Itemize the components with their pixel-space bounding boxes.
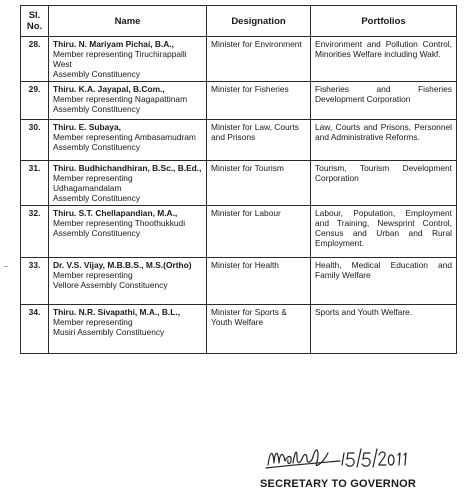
header-designation: Designation (207, 6, 311, 37)
table-row (21, 206, 457, 258)
sl-number: 29. (21, 82, 49, 120)
table-row (21, 305, 457, 354)
minister-name-cell (49, 206, 207, 258)
portfolios: Health, Medical Education and Family Welfare (311, 258, 457, 305)
sl-number: 32. (21, 206, 49, 258)
sl-number: 34. (21, 305, 49, 354)
designation: Minister for Law, Courts and Prisons (207, 120, 311, 161)
table-row (21, 82, 457, 120)
designation: Minister for Health (207, 258, 311, 305)
minister-name: Thiru. N. Mariyam Pichai, B.A., (53, 39, 174, 49)
constituency-line: Assembly Constituency (53, 104, 141, 114)
table-row (21, 120, 457, 161)
sl-number: 28. (21, 37, 49, 82)
constituency-line: Vellore Assembly Constituency (53, 280, 168, 290)
sl-number: 30. (21, 120, 49, 161)
designation: Minister for Environment (207, 37, 311, 82)
margin-mark: – (4, 263, 8, 270)
portfolios: Law, Courts and Prisons, Personnel and Administrative Reforms. (311, 120, 457, 161)
minister-name: Thiru. S.T. Chellapandian, M.A., (53, 208, 178, 218)
designation: Minister for Fisheries (207, 82, 311, 120)
constituency-line: Member representing (53, 270, 133, 280)
header-sl-no: Sl. No. (21, 6, 49, 37)
table-row (21, 37, 457, 82)
designation: Minister for Tourism (207, 161, 311, 206)
minister-name-cell (49, 258, 207, 305)
handwritten-signature (262, 443, 412, 475)
constituency-line: Musiri Assembly Constituency (53, 327, 165, 337)
table-header-row (21, 6, 457, 37)
portfolios: Labour, Population, Employment and Training, Newsprint Control, Census and Urban and Rural Employment. (311, 206, 457, 258)
constituency-line: Assembly Constituency (53, 69, 141, 79)
portfolios: Sports and Youth Welfare. (311, 305, 457, 354)
portfolios: Tourism, Tourism Development Corporation (311, 161, 457, 206)
sl-number: 31. (21, 161, 49, 206)
minister-name-cell (49, 305, 207, 354)
minister-name-cell (49, 82, 207, 120)
minister-name: Thiru. K.A. Jayapal, B.Com., (53, 84, 165, 94)
table-row (21, 161, 457, 206)
minister-name: Thiru. Budhichandhiran, B.Sc., B.Ed., (53, 163, 202, 173)
constituency-line: Member representing (53, 317, 133, 327)
constituency-line: Member representing Tiruchirappalli West (53, 49, 187, 69)
minister-name: Thiru. N.R. Sivapathi, M.A., B.L., (53, 307, 181, 317)
minister-name: Dr. V.S. Vijay, M.B.B.S., M.S.(Ortho) (53, 260, 192, 270)
portfolios: Environment and Pollution Control, Minorities Welfare including Wakf. (311, 37, 457, 82)
minister-name-cell (49, 161, 207, 206)
header-portfolios: Portfolios (311, 6, 457, 37)
minister-name-cell (49, 37, 207, 82)
constituency-line: Assembly Constituency (53, 228, 141, 238)
designation: Minister for Labour (207, 206, 311, 258)
minister-name-cell (49, 120, 207, 161)
portfolios: Fisheries and Fisheries Development Corporation (311, 82, 457, 120)
header-name: Name (49, 6, 207, 37)
ministers-table (20, 5, 457, 354)
secretary-to-governor: SECRETARY TO GOVERNOR (260, 478, 416, 490)
constituency-line: Member representing Ambasamudram (53, 132, 196, 142)
constituency-line: Member representing Thoothukkudi (53, 218, 186, 228)
constituency-line: Assembly Constituency (53, 193, 141, 203)
minister-name: Thiru. E. Subaya, (53, 122, 121, 132)
constituency-line: Member representing Udhagamandalam (53, 173, 133, 193)
sl-number: 33. (21, 258, 49, 305)
constituency-line: Member representing Nagapattinam (53, 94, 188, 104)
designation: Minister for Sports & Youth Welfare (207, 305, 311, 354)
constituency-line: Assembly Constituency (53, 142, 141, 152)
table-row (21, 258, 457, 305)
